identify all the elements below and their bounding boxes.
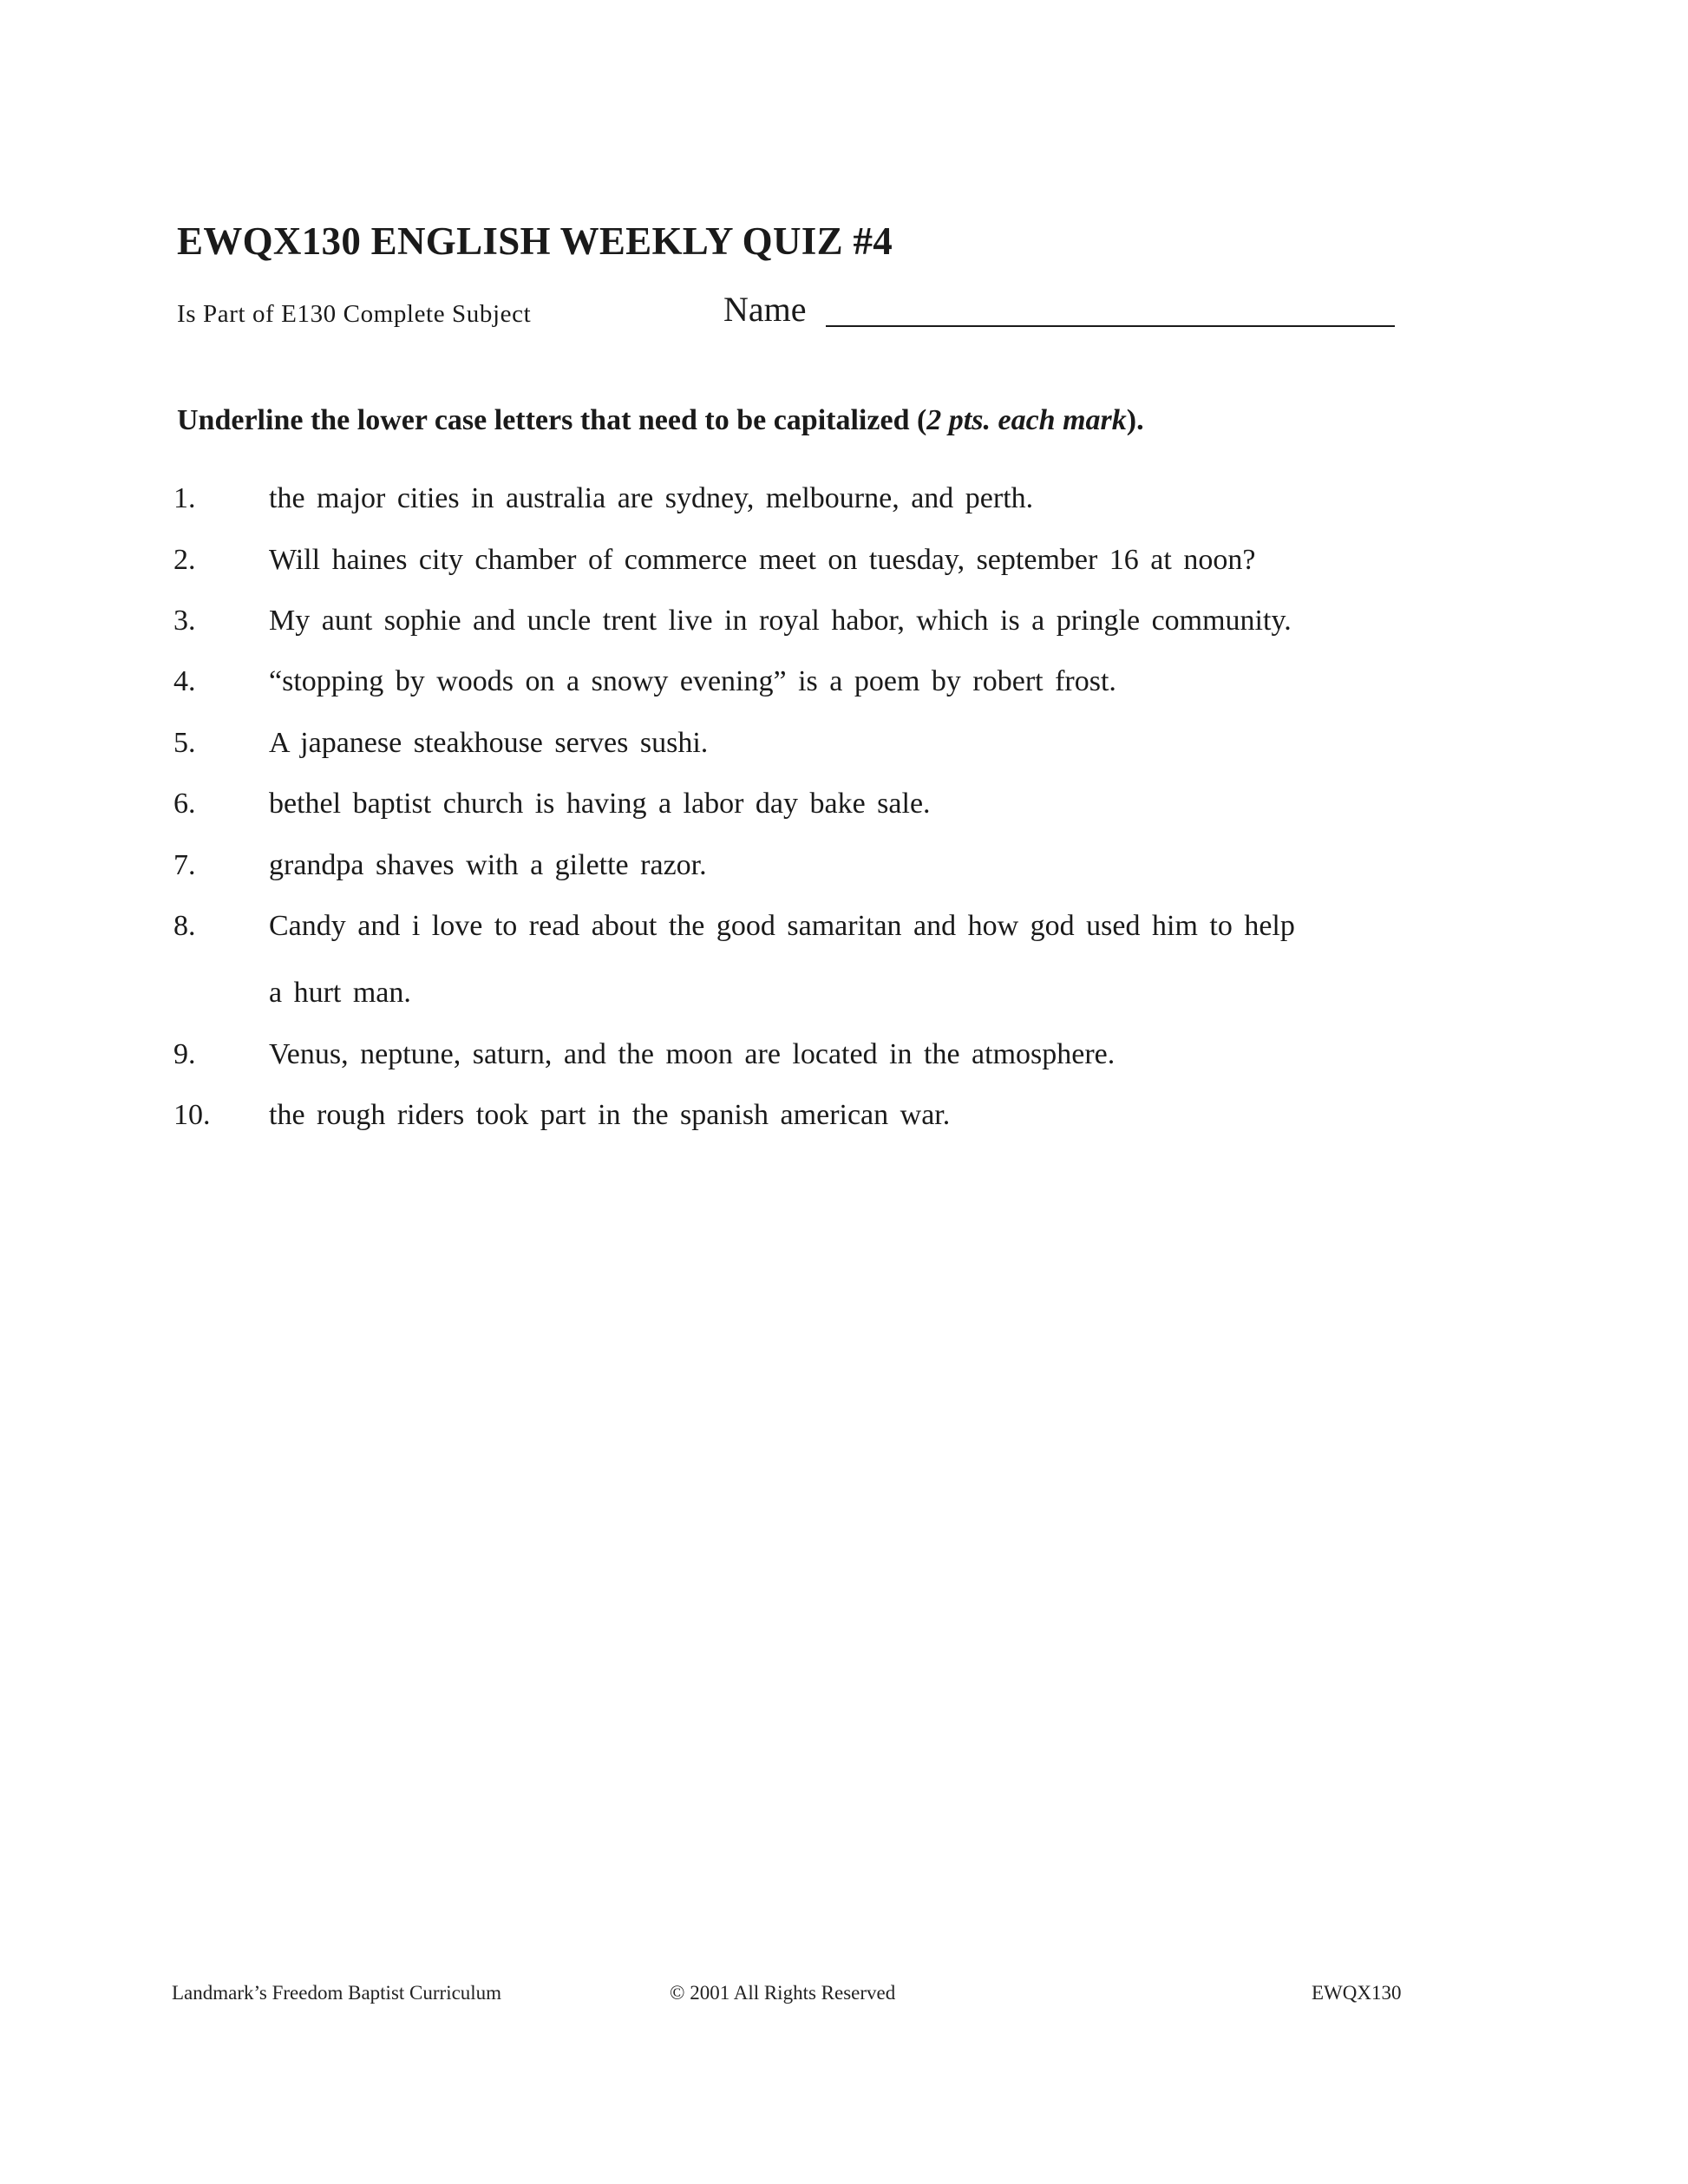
- subject-note: Is Part of E130 Complete Subject: [177, 300, 532, 328]
- question-text: bethel baptist church is having a labor day bake sale.: [269, 788, 931, 820]
- question-number: 8.: [173, 910, 196, 942]
- footer-code: EWQX130: [1312, 1982, 1402, 2004]
- question-text: Candy and i love to read about the good samaritan and how god used him to help: [269, 910, 1295, 942]
- question-number: 7.: [173, 849, 196, 881]
- footer-publisher: Landmark’s Freedom Baptist Curriculum: [172, 1982, 502, 2004]
- question-number: 10.: [173, 1099, 211, 1131]
- instructions-main: Underline the lower case letters that need to be capitalized (: [177, 404, 927, 436]
- question-text: grandpa shaves with a gilette razor.: [269, 849, 707, 881]
- name-label: Name: [723, 290, 807, 329]
- question-text: the major cities in australia are sydney, melbourne, and perth.: [269, 482, 1034, 514]
- question-text: the rough riders took part in the spanish american war.: [269, 1099, 951, 1131]
- question-number: 3.: [173, 605, 196, 637]
- question-number: 2.: [173, 544, 196, 576]
- question-text: A japanese steakhouse serves sushi.: [269, 727, 709, 759]
- instructions-points: 2 pts. each mark: [926, 404, 1127, 436]
- question-text: Venus, neptune, saturn, and the moon are located in the atmosphere.: [269, 1038, 1116, 1070]
- question-number: 5.: [173, 727, 196, 759]
- question-number: 1.: [173, 482, 196, 514]
- instructions-end: ).: [1126, 404, 1144, 436]
- question-text: My aunt sophie and uncle trent live in royal habor, which is a pringle community.: [269, 605, 1292, 637]
- name-blank-line[interactable]: [826, 325, 1395, 327]
- question-text: “stopping by woods on a snowy evening” is a poem by robert frost.: [269, 665, 1116, 697]
- question-number: 6.: [173, 788, 196, 820]
- footer-copyright: © 2001 All Rights Reserved: [670, 1982, 896, 2004]
- question-8-continuation: a hurt man.: [269, 977, 411, 1009]
- question-number: 4.: [173, 665, 196, 697]
- question-number: 9.: [173, 1038, 196, 1070]
- page-title: EWQX130 ENGLISH WEEKLY QUIZ #4: [177, 219, 893, 263]
- instructions: [177, 404, 1144, 437]
- question-text: Will haines city chamber of commerce meet on tuesday, september 16 at noon?: [269, 544, 1256, 576]
